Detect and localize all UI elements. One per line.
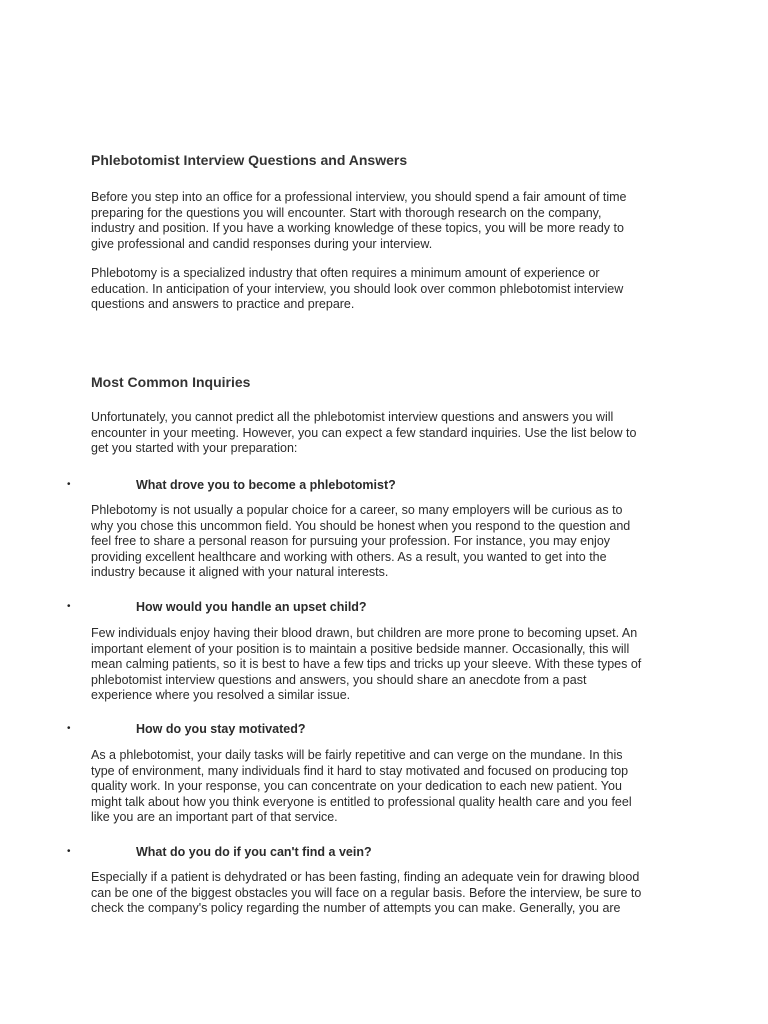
text-line: education. In anticipation of your interview, you should look over common phlebotomist interview xyxy=(91,281,624,296)
text-line: feel free to share a personal reason for pursuing your profession. For instance, you may enjoy xyxy=(91,534,611,548)
text-line: type of environment, many individuals find it hard to stay motivated and focused on producing top xyxy=(91,763,629,778)
text-line: Phlebotomy is not usually a popular choice for a career, so many employers will be curious as to xyxy=(91,503,623,517)
answer-paragraph xyxy=(91,748,691,826)
text-line: get you started with your preparation: xyxy=(91,441,298,455)
page-title: Phlebotomist Interview Questions and Answers xyxy=(91,152,408,168)
text-line: preparing for the questions you will encounter. Start with thorough research on the company, xyxy=(91,205,602,220)
text-line: Few individuals enjoy having their blood drawn, but children are more prone to becoming upset. An xyxy=(91,626,638,640)
text-line: Unfortunately, you cannot predict all the phlebotomist interview questions and answers you will xyxy=(91,410,614,424)
text-line: can be one of the biggest obstacles you will face on a regular basis. Before the interview, be sure to xyxy=(91,885,642,900)
text-line: As a phlebotomist, your daily tasks will be fairly repetitive and can verge on the mundane. In this xyxy=(91,748,623,762)
question-heading: How do you stay motivated? xyxy=(136,722,306,736)
bullet-icon: • xyxy=(67,846,71,857)
text-line: providing excellent healthcare and working with others. As a result, you wanted to get into the xyxy=(91,549,607,564)
text-line: Before you step into an office for a professional interview, you should spend a fair amount of time xyxy=(91,190,627,204)
text-line: important element of your position is to maintain a positive bedside manner. Occasionally, this will xyxy=(91,641,630,656)
text-line: mean calming patients, so it is best to have a few tips and tricks up your sleeve. With these types of xyxy=(91,657,642,671)
answer-paragraph xyxy=(91,503,691,581)
bullet-icon: • xyxy=(67,479,71,490)
text-line: give professional and candid responses during your interview. xyxy=(91,236,433,251)
question-heading: What do you do if you can't find a vein? xyxy=(136,845,372,859)
text-line: quality work. In your response, you can concentrate on your dedication to each new patient. You xyxy=(91,779,622,793)
intro-paragraph-2 xyxy=(91,266,691,313)
text-line: phlebotomist interview questions and answers, you should share an anecdote from a past xyxy=(91,672,587,687)
bullet-icon: • xyxy=(67,601,71,612)
question-heading: What drove you to become a phlebotomist? xyxy=(136,478,396,492)
answer-paragraph xyxy=(91,626,691,704)
text-line: Phlebotomy is a specialized industry that often requires a minimum amount of experience or xyxy=(91,266,600,280)
text-line: questions and answers to practice and prepare. xyxy=(91,297,355,311)
answer-paragraph xyxy=(91,870,691,917)
section-title: Most Common Inquiries xyxy=(91,374,251,390)
text-line: like you are an important part of that service. xyxy=(91,810,338,824)
text-line: encounter in your meeting. However, you can expect a few standard inquiries. Use the list below to xyxy=(91,425,637,440)
text-line: industry because it aligned with your natural interests. xyxy=(91,565,389,579)
text-line: check the company's policy regarding the number of attempts you can make. Generally, you are xyxy=(91,901,621,915)
text-line: experience where you resolved a similar issue. xyxy=(91,688,351,702)
intro-paragraph-1 xyxy=(91,190,691,252)
question-heading: How would you handle an upset child? xyxy=(136,600,367,614)
text-line: Especially if a patient is dehydrated or has been fasting, finding an adequate vein for drawing blood xyxy=(91,870,640,884)
section-intro-paragraph xyxy=(91,410,691,457)
text-line: might talk about how you think everyone is entitled to professional quality health care and you feel xyxy=(91,794,632,809)
text-line: why you chose this uncommon field. You should be honest when you respond to the question and xyxy=(91,518,631,533)
text-line: industry and position. If you have a working knowledge of these topics, you will be more ready to xyxy=(91,221,624,235)
bullet-icon: • xyxy=(67,723,71,734)
